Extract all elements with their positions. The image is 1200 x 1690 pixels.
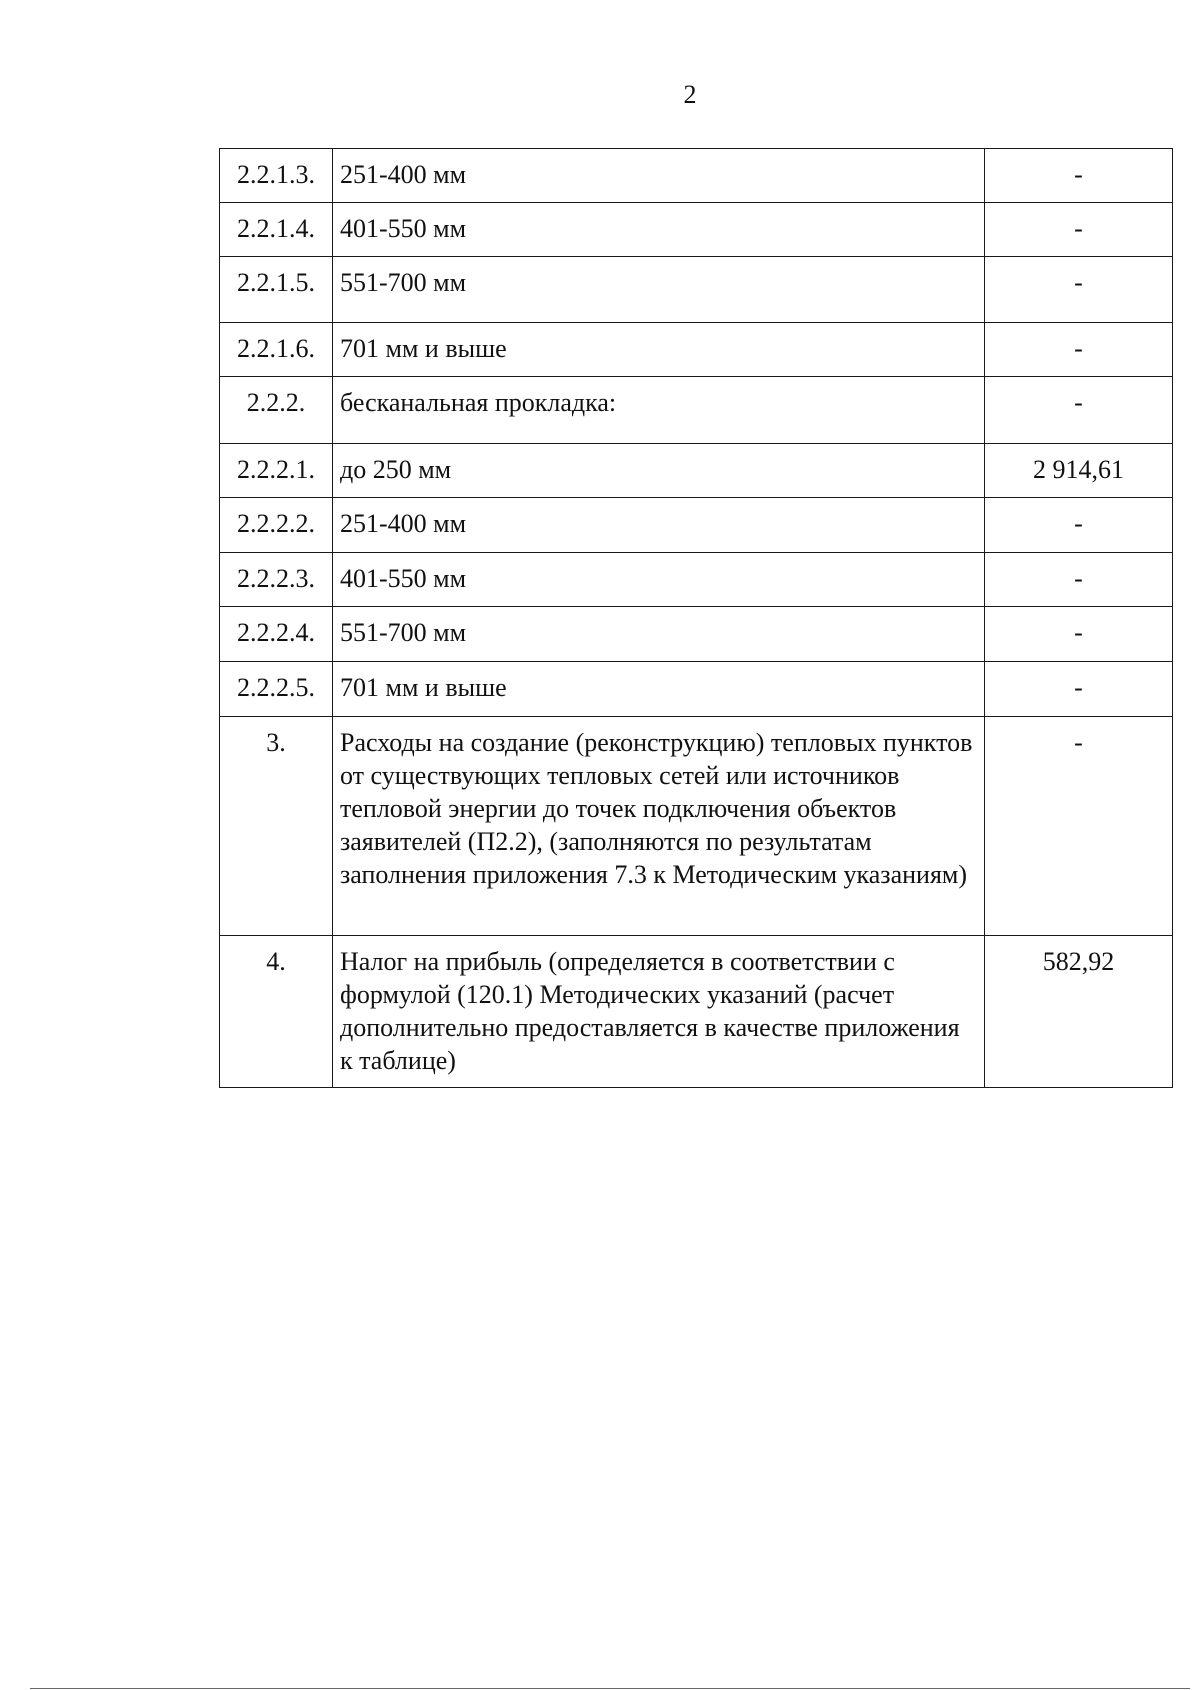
table-row — [220, 377, 1173, 444]
row-name: до 250 мм — [333, 444, 985, 498]
row-name: бесканальная прокладка: — [333, 377, 985, 444]
row-value: - — [985, 149, 1173, 203]
row-value: - — [985, 662, 1173, 717]
row-value: - — [985, 607, 1173, 662]
table-row — [220, 203, 1173, 257]
table-row — [220, 662, 1173, 717]
row-name: 251-400 мм — [333, 149, 985, 203]
row-number: 2.2.1.6. — [220, 323, 333, 377]
row-name: Налог на прибыль (определяется в соответствии с формулой (120.1) Методических указаний (расчет дополнительно предоставляется в качестве приложения к таблице) — [333, 936, 985, 1088]
row-number: 2.2.2.4. — [220, 607, 333, 662]
row-number: 2.2.2. — [220, 377, 333, 444]
table-row — [220, 553, 1173, 607]
row-value: - — [985, 203, 1173, 257]
row-name: 401-550 мм — [333, 203, 985, 257]
table-row — [220, 607, 1173, 662]
row-number: 2.2.1.4. — [220, 203, 333, 257]
table-row — [220, 149, 1173, 203]
row-number: 2.2.2.1. — [220, 444, 333, 498]
row-number: 2.2.1.5. — [220, 257, 333, 323]
row-value: - — [985, 377, 1173, 444]
row-name: 401-550 мм — [333, 553, 985, 607]
row-number: 2.2.2.3. — [220, 553, 333, 607]
row-value: - — [985, 553, 1173, 607]
row-number: 3. — [220, 717, 333, 936]
row-name: 551-700 мм — [333, 607, 985, 662]
row-value: 582,92 — [985, 936, 1173, 1088]
row-number: 2.2.2.5. — [220, 662, 333, 717]
table-row — [220, 257, 1173, 323]
row-name: 701 мм и выше — [333, 662, 985, 717]
row-value: - — [985, 498, 1173, 553]
table-row — [220, 444, 1173, 498]
bottom-rule — [30, 1688, 1190, 1689]
row-value: 2 914,61 — [985, 444, 1173, 498]
row-name: 701 мм и выше — [333, 323, 985, 377]
page-number: 2 — [683, 80, 697, 109]
cost-table — [219, 148, 1173, 1088]
row-name: 551-700 мм — [333, 257, 985, 323]
table-row — [220, 498, 1173, 553]
table-row — [220, 323, 1173, 377]
row-name: 251-400 мм — [333, 498, 985, 553]
row-value: - — [985, 257, 1173, 323]
row-value: - — [985, 323, 1173, 377]
table-row — [220, 936, 1173, 1088]
row-number: 2.2.2.2. — [220, 498, 333, 553]
table-row — [220, 717, 1173, 936]
row-value: - — [985, 717, 1173, 936]
row-name: Расходы на создание (реконструкцию) тепловых пунктов от существующих тепловых сетей или источников тепловой энергии до точек подключения объектов заявителей (П2.2), (заполняются по результатам заполнения приложения 7.3 к Методическим указаниям) — [333, 717, 985, 936]
row-number: 2.2.1.3. — [220, 149, 333, 203]
row-number: 4. — [220, 936, 333, 1088]
